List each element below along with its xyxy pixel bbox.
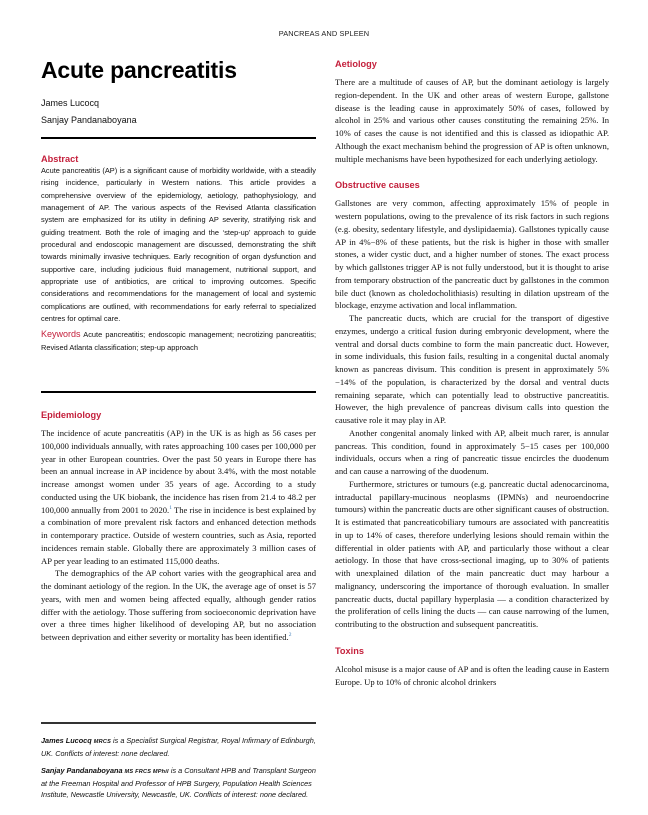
bio-name: James Lucocq xyxy=(41,736,92,745)
abstract-text: Acute pancreatitis (AP) is a significant cause of morbidity worldwide, with a steadily rising incidence, particularly in Western nations. This article provides a comprehensive overview of the epidemiology, aetiology, pathophysiology, and management of AP. The various aspects of the Revised Atlanta classification system are emphasized for its utility in defining AP severity, stratifying risk and guiding treatment. Both the role of imaging and the ‘step-up’ approach to guide procedural and endoscopic management are discussed, demonstrating the shift towards minimally invasive techniques. Early recognition of organ dysfunction and supportive care, including judicious fluid management, nutritional support, and appropriate use of antibiotics, are critical to improving outcomes. Specific considerations and recommendations for the management of local and systemic complications are outlined, with recommendations for early referral to specialized centres for optimal care. xyxy=(41,166,316,324)
aetiology-section xyxy=(335,58,609,165)
obstructive-paragraph: Furthermore, strictures or tumours (e.g. pancreatic ductal adenocarcinoma, intraductal papillary-mucinous neoplasms (IPMNs) and neuroendocrine tumours) within the pancreatic ducts are other significant causes of obstruction. It is estimated that pancreaticobiliary tumours are associated with pancreatitis in up to 14% of cases, therefore underlying lesions should remain within the differential in older patients with AP, and particularly those without a clear aetiology. In those that have cross-sectional imaging, up to 30% of patients with unexplained dilation of the main pancreatic duct may harbour a malignancy, underscoring the importance of thorough evaluation. In smaller pancreatic ducts, ductal papillary hyperplasia — a condition characterized by the proliferation of cells lining the ducts — can cause narrowing of the lumen, contributing to the obstruction and subsequent pancreatitis. xyxy=(335,478,609,629)
obstructive-paragraph: The pancreatic ducts, which are crucial for the transport of digestive enzymes, undergo a critical fusion during embryonic development, where the ventral and dorsal ducts combine to form the main pancreatic duct. However, in some individuals, this fusion fails, resulting in a congenital ductal anomaly known as pancreas divisum. This condition is present in approximately 5%−14% of the population, is characterized by the dorsal and ventral ducts remaining separate, which can potentially lead to obstructive pancreatitis. However, the high prevalence of pancreas divisum calls into question the causative role it may play in AP. xyxy=(335,313,609,425)
epidemiology-heading: Epidemiology xyxy=(41,410,102,420)
article-title: Acute pancreatitis xyxy=(41,57,237,83)
toxins-heading: Toxins xyxy=(335,645,364,656)
bio-text: is a Specialist Surgical Registrar, Royal Infirmary of Edinburgh, UK. Conflicts of interest: none declared. xyxy=(41,736,316,758)
paragraph-text: The incidence of acute pancreatitis (AP) in the UK is as high as 56 cases per 100,000 individuals annually, with rates approaching 100 cases per 100,000 per year in other European countries. Over the past 50 years in Europe there has been an annual increase in AP incidence by about 3.4%, with the most notable increase amongst women under 35 years of age. According to a study conducted using the UK biobank, the incidence has risen from 21.4 to 48.2 per 100,000 annually from 2001 to 2020. xyxy=(41,428,316,515)
paragraph-text: The demographics of the AP cohort varies with the geographical area and the dominant aetiology of the region. In the UK, the average age of onset is 57 years, with men and women being affected equally, although gender ratios differ with the aetiology. Those suffering from socioeconomic deprivation have over a three times higher likelihood of developing AP, but no association between deprivation and either severity or mortality has been identified. xyxy=(41,568,316,642)
epidemiology-section xyxy=(41,409,316,644)
running-head: PANCREAS AND SPLEEN xyxy=(278,29,370,38)
obstructive-paragraph: Gallstones are very common, affecting approximately 15% of people in western populations, owing to the prevalence of its risk factors in such regions (e.g. obesity, sedentary lifestyle, and dyslipidaemia). Gallstones typically cause AP in 4%−8% of these patients, but the risk is higher in those with smaller stones, a wider cystic duct, and a higher number of stones. The exact process by which gallstones trigger AP is not fully understood, but it is thought to arise from temporary obstruction of the pancreatic duct by gallstones in the common bile duct (known as choledocholithiasis) resulting in dilation upstream of the blockage, enzyme activation and local inflammation. xyxy=(335,198,609,311)
obstructive-causes-section xyxy=(335,179,609,631)
bio-name: Sanjay Pandanaboyana xyxy=(41,766,123,775)
title-block xyxy=(41,56,316,129)
author-bio xyxy=(41,735,316,759)
abstract-heading: Abstract xyxy=(41,154,79,164)
keywords-text: Acute pancreatitis; endoscopic management; necrotizing pancreatitis; Revised Atlanta classification; step-up approach xyxy=(41,330,316,352)
bio-qualifications: MS FRCS MPhil xyxy=(124,769,169,775)
bio-qualifications: MRCS xyxy=(93,739,112,745)
keywords-label: Keywords xyxy=(41,329,81,340)
keywords xyxy=(41,328,316,354)
author-bio xyxy=(41,765,316,800)
divider-rule xyxy=(41,722,316,724)
author-list xyxy=(41,95,316,129)
author-name: Sanjay Pandanaboyana xyxy=(41,115,137,125)
obstructive-causes-heading: Obstructive causes xyxy=(335,180,420,191)
reference-link[interactable]: 2 xyxy=(288,632,292,639)
bio-text: is a Consultant HPB and Transplant Surgeon at the Freeman Hospital and Professor of HPB Surgery, Population Health Sciences Institute, Newcastle University, Newcastle, UK. Conflicts of interest: none declared. xyxy=(41,766,316,799)
obstructive-paragraph: Another congenital anomaly linked with AP, albeit much rarer, is annular pancreas. This condition, found in approximately 5−15 cases per 100,000 individuals, occurs when a ring of pancreatic tissue encircles the duodenum and can cause a narrowing of the duodenum. xyxy=(335,427,609,476)
right-column xyxy=(335,58,609,702)
aetiology-heading: Aetiology xyxy=(335,59,377,69)
divider-rule xyxy=(41,137,316,139)
epidemiology-paragraph xyxy=(41,567,316,644)
toxins-section xyxy=(335,645,609,689)
abstract-section xyxy=(41,153,316,354)
toxins-paragraph: Alcohol misuse is a major cause of AP and is often the leading cause in Eastern Europe. Up to 10% of chronic alcohol drinkers xyxy=(335,663,609,687)
author-bios xyxy=(41,735,316,806)
aetiology-paragraph: There are a multitude of causes of AP, but the dominant aetiology is largely region-dependent. In the UK and other areas of western Europe, gallstone disease is the leading cause in approximately 50% of cases, followed by alcohol in 25% and various other causes constituting the remaining 25%. In 10% of cases the cause is not identified and this is classed as idiopathic AP. Although the exact mechanism behind the progression of AP is often unknown, multiple mechanisms have been hypothesized for each underlying aetiology. xyxy=(335,77,609,164)
divider-rule xyxy=(41,391,316,393)
paragraph-text: The rise in incidence is best explained by a combination of more prevalent risk factors and enhanced detection methods in contemporary practice. Outside of western countries, such as Asia, reported incidences remain stable. Globally there are approximately 3 million cases of AP per year leading to an estimated 115,000 deaths. xyxy=(41,504,316,566)
author-name: James Lucocq xyxy=(41,98,100,108)
epidemiology-paragraph xyxy=(41,427,316,567)
reference-link[interactable]: 1 xyxy=(169,504,172,511)
